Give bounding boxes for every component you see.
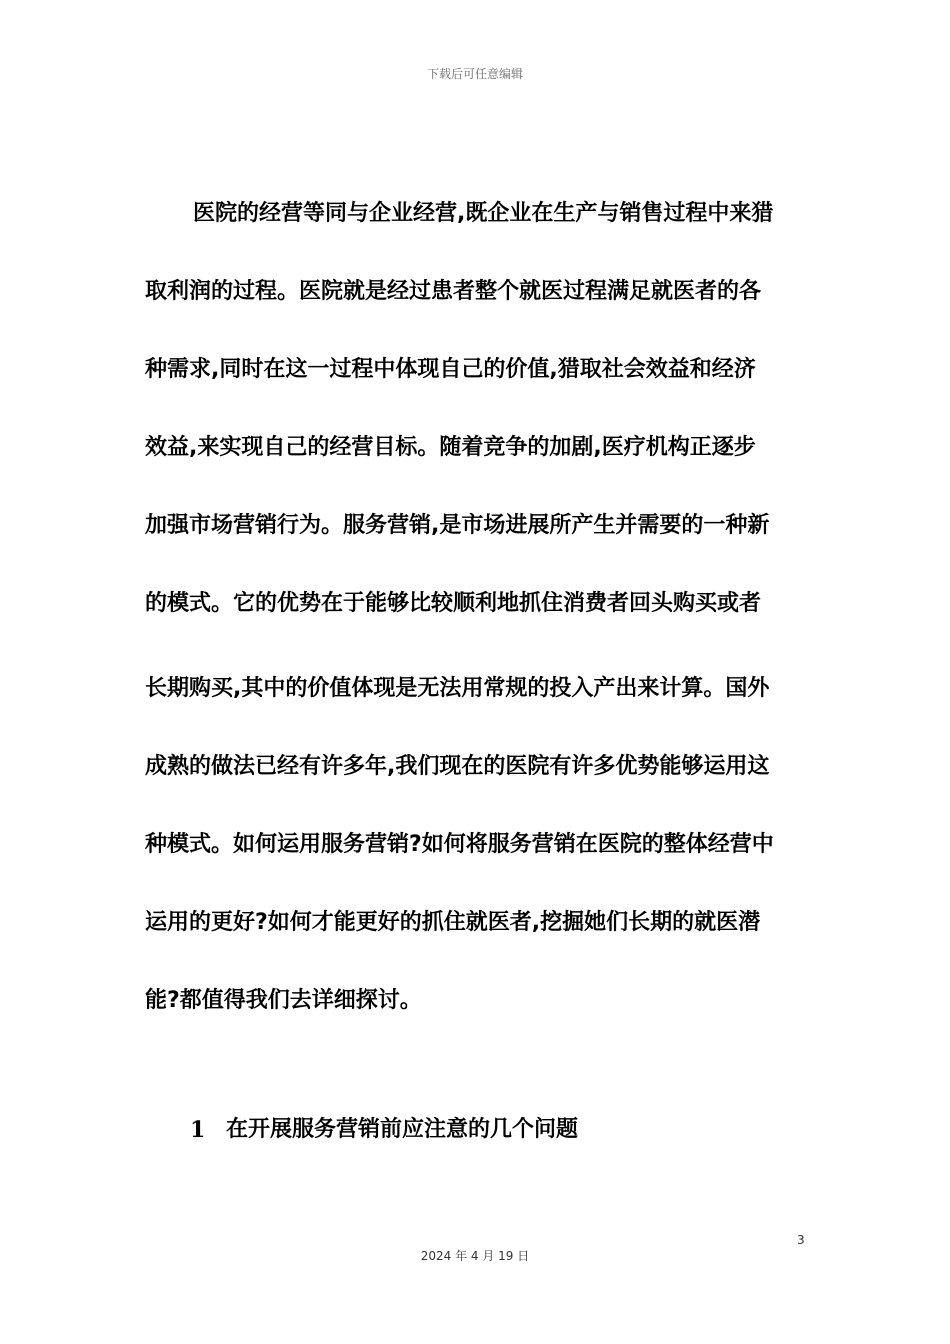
paragraph-line: 取利润的过程。医院就是经过患者整个就医过程满足就医者的各 xyxy=(145,279,762,304)
paragraph-line: 运用的更好?如何才能更好的抓住就医者,挖掘她们长期的就医潜 xyxy=(145,910,761,935)
section-heading-text: 在开展服务营销前应注意的几个问题 xyxy=(226,1117,579,1142)
footer-date: 2024 年 4 月 19 日 xyxy=(420,1249,530,1263)
section-heading-number: 1 xyxy=(190,1117,206,1143)
paragraph-line: 种模式。如何运用服务营销?如何将服务营销在医院的整体经营中 xyxy=(145,832,774,857)
paragraph-line: 加强市场营销行为。服务营销,是市场进展所产生并需要的一种新 xyxy=(145,513,770,538)
paragraph-line: 效益,来实现自己的经营目标。随着竞争的加剧,医疗机构正逐步 xyxy=(145,435,756,460)
header-note: 下载后可任意编辑 xyxy=(426,67,523,81)
paragraph-line: 成熟的做法已经有许多年,我们现在的医院有许多优势能够运用这 xyxy=(145,754,770,779)
paragraph-line: 长期购买,其中的价值体现是无法用常规的投入产出来计算。国外 xyxy=(145,676,770,701)
paragraph-line: 医院的经营等同与企业经营,既企业在生产与销售过程中来猎 xyxy=(193,201,774,226)
page-number: 3 xyxy=(797,1233,805,1247)
paragraph-line: 种需求,同时在这一过程中体现自己的价值,猎取社会效益和经济 xyxy=(145,357,756,382)
paragraph-line: 的模式。它的优势在于能够比较顺利地抓住消费者回头购买或者 xyxy=(145,591,762,616)
paragraph-line: 能?都值得我们去详细探讨。 xyxy=(145,988,422,1013)
